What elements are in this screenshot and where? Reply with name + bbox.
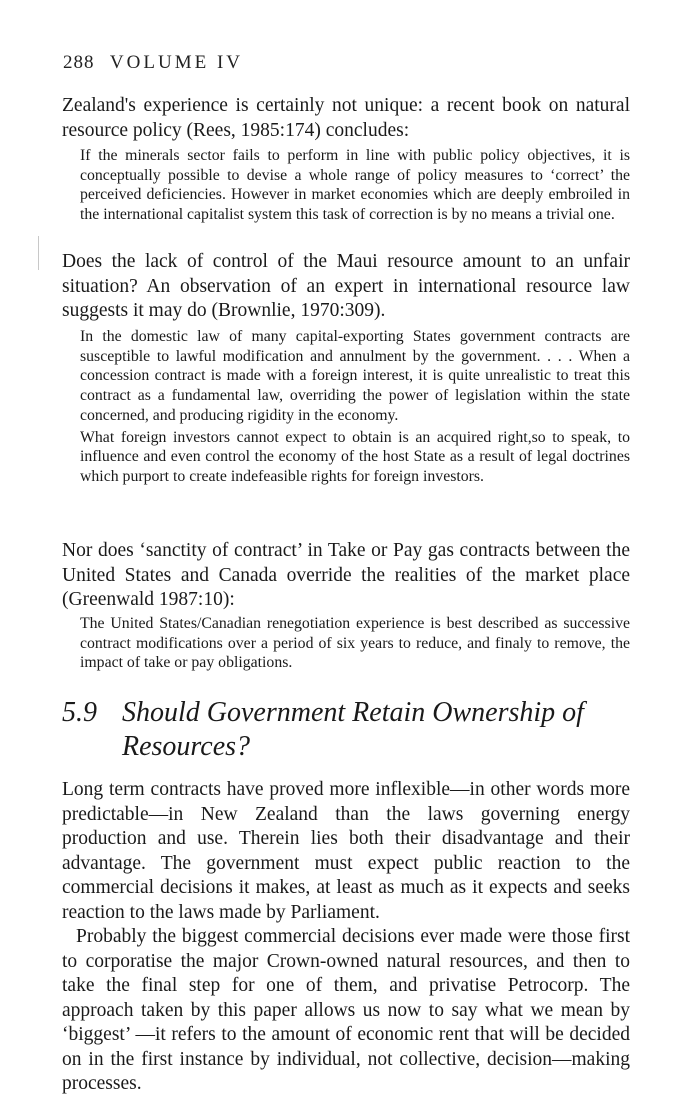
quote-brownlie-text-1: In the domestic law of many capital-exporting States government contracts are susceptible to lawful modification and annulment by the government. . . . When a concession contract is made with a foreign interest, it is quite unrealistic to treat this contract as a fundamental law, overriding the power of legislation within the state concerned, and producing rigidity in the economy.	[80, 328, 630, 424]
maui-text: Does the lack of control of the Maui resource amount to an unfair situation? An observation of an expert in international resource law suggests it may do (Brownlie, 1970:309).	[62, 251, 630, 321]
section-number: 5.9	[62, 697, 97, 728]
quote-greenwald-text: The United States/Canadian renegotiation experience is best described as successive contract modifications over a period of six years to reduce, and finaly to remove, the impact of take or pay obligations.	[80, 615, 630, 672]
running-header	[63, 52, 243, 74]
biggest-decisions-text: Probably the biggest commercial decisions ever made were those first to corporatise the major Crown-owned natural resources, and then to take the final step for one of them, and privatise Petrocorp. The approach taken by this paper allows us now to say what we mean by ‘biggest’ —it refers to the amount of economic rent that will be decided on in the first instance by individual, not collective, decision—making processes.	[62, 926, 630, 1094]
volume-label: VOLUME IV	[109, 52, 243, 73]
biggest-decisions-paragraph	[62, 925, 630, 1097]
long-term-paragraph	[62, 778, 630, 925]
sanctity-text: Nor does ‘sanctity of contract’ in Take or Pay gas contracts between the United States and Canada override the realities of the market place (Greenwald 1987:10):	[62, 540, 630, 610]
section-title-line2: Resources?	[122, 731, 251, 762]
section-title-line1: Should Government Retain Ownership of	[122, 697, 584, 728]
sanctity-paragraph	[62, 539, 630, 613]
page-number: 288	[63, 52, 95, 73]
maui-paragraph	[62, 250, 630, 324]
intro-text: Zealand's experience is certainly not unique: a recent book on natural resource policy (Rees, 1985:174) concludes:	[62, 95, 630, 141]
quote-rees-text: If the minerals sector fails to perform in line with public policy objectives, it is conceptually possible to devise a whole range of policy measures to ‘correct’ the perceived deficiencies. However in market economies which are deeply embroiled in the international capitalist system this task of correction is by no means a trivial one.	[80, 147, 630, 224]
block-quote-rees	[80, 146, 630, 225]
long-term-text: Long term contracts have proved more inflexible—in other words more predictable—in New Zealand than the laws governing energy production and use. Therein lies both their disadvantage and their advantage. The government must expect public reaction to the commercial decisions it makes, at least as much as it expects and seeks reaction to the laws made by Parliament.	[62, 779, 630, 923]
margin-line	[38, 236, 39, 270]
quote-brownlie-text-2: What foreign investors cannot expect to obtain is an acquired right,so to speak, to influence and even control the economy of the host State as a result of legal doctrines which purport to create indefeasible rights for foreign investors.	[80, 428, 630, 485]
block-quote-brownlie	[80, 327, 630, 487]
intro-paragraph	[62, 94, 630, 143]
block-quote-greenwald	[80, 614, 630, 673]
section-heading	[62, 696, 662, 764]
